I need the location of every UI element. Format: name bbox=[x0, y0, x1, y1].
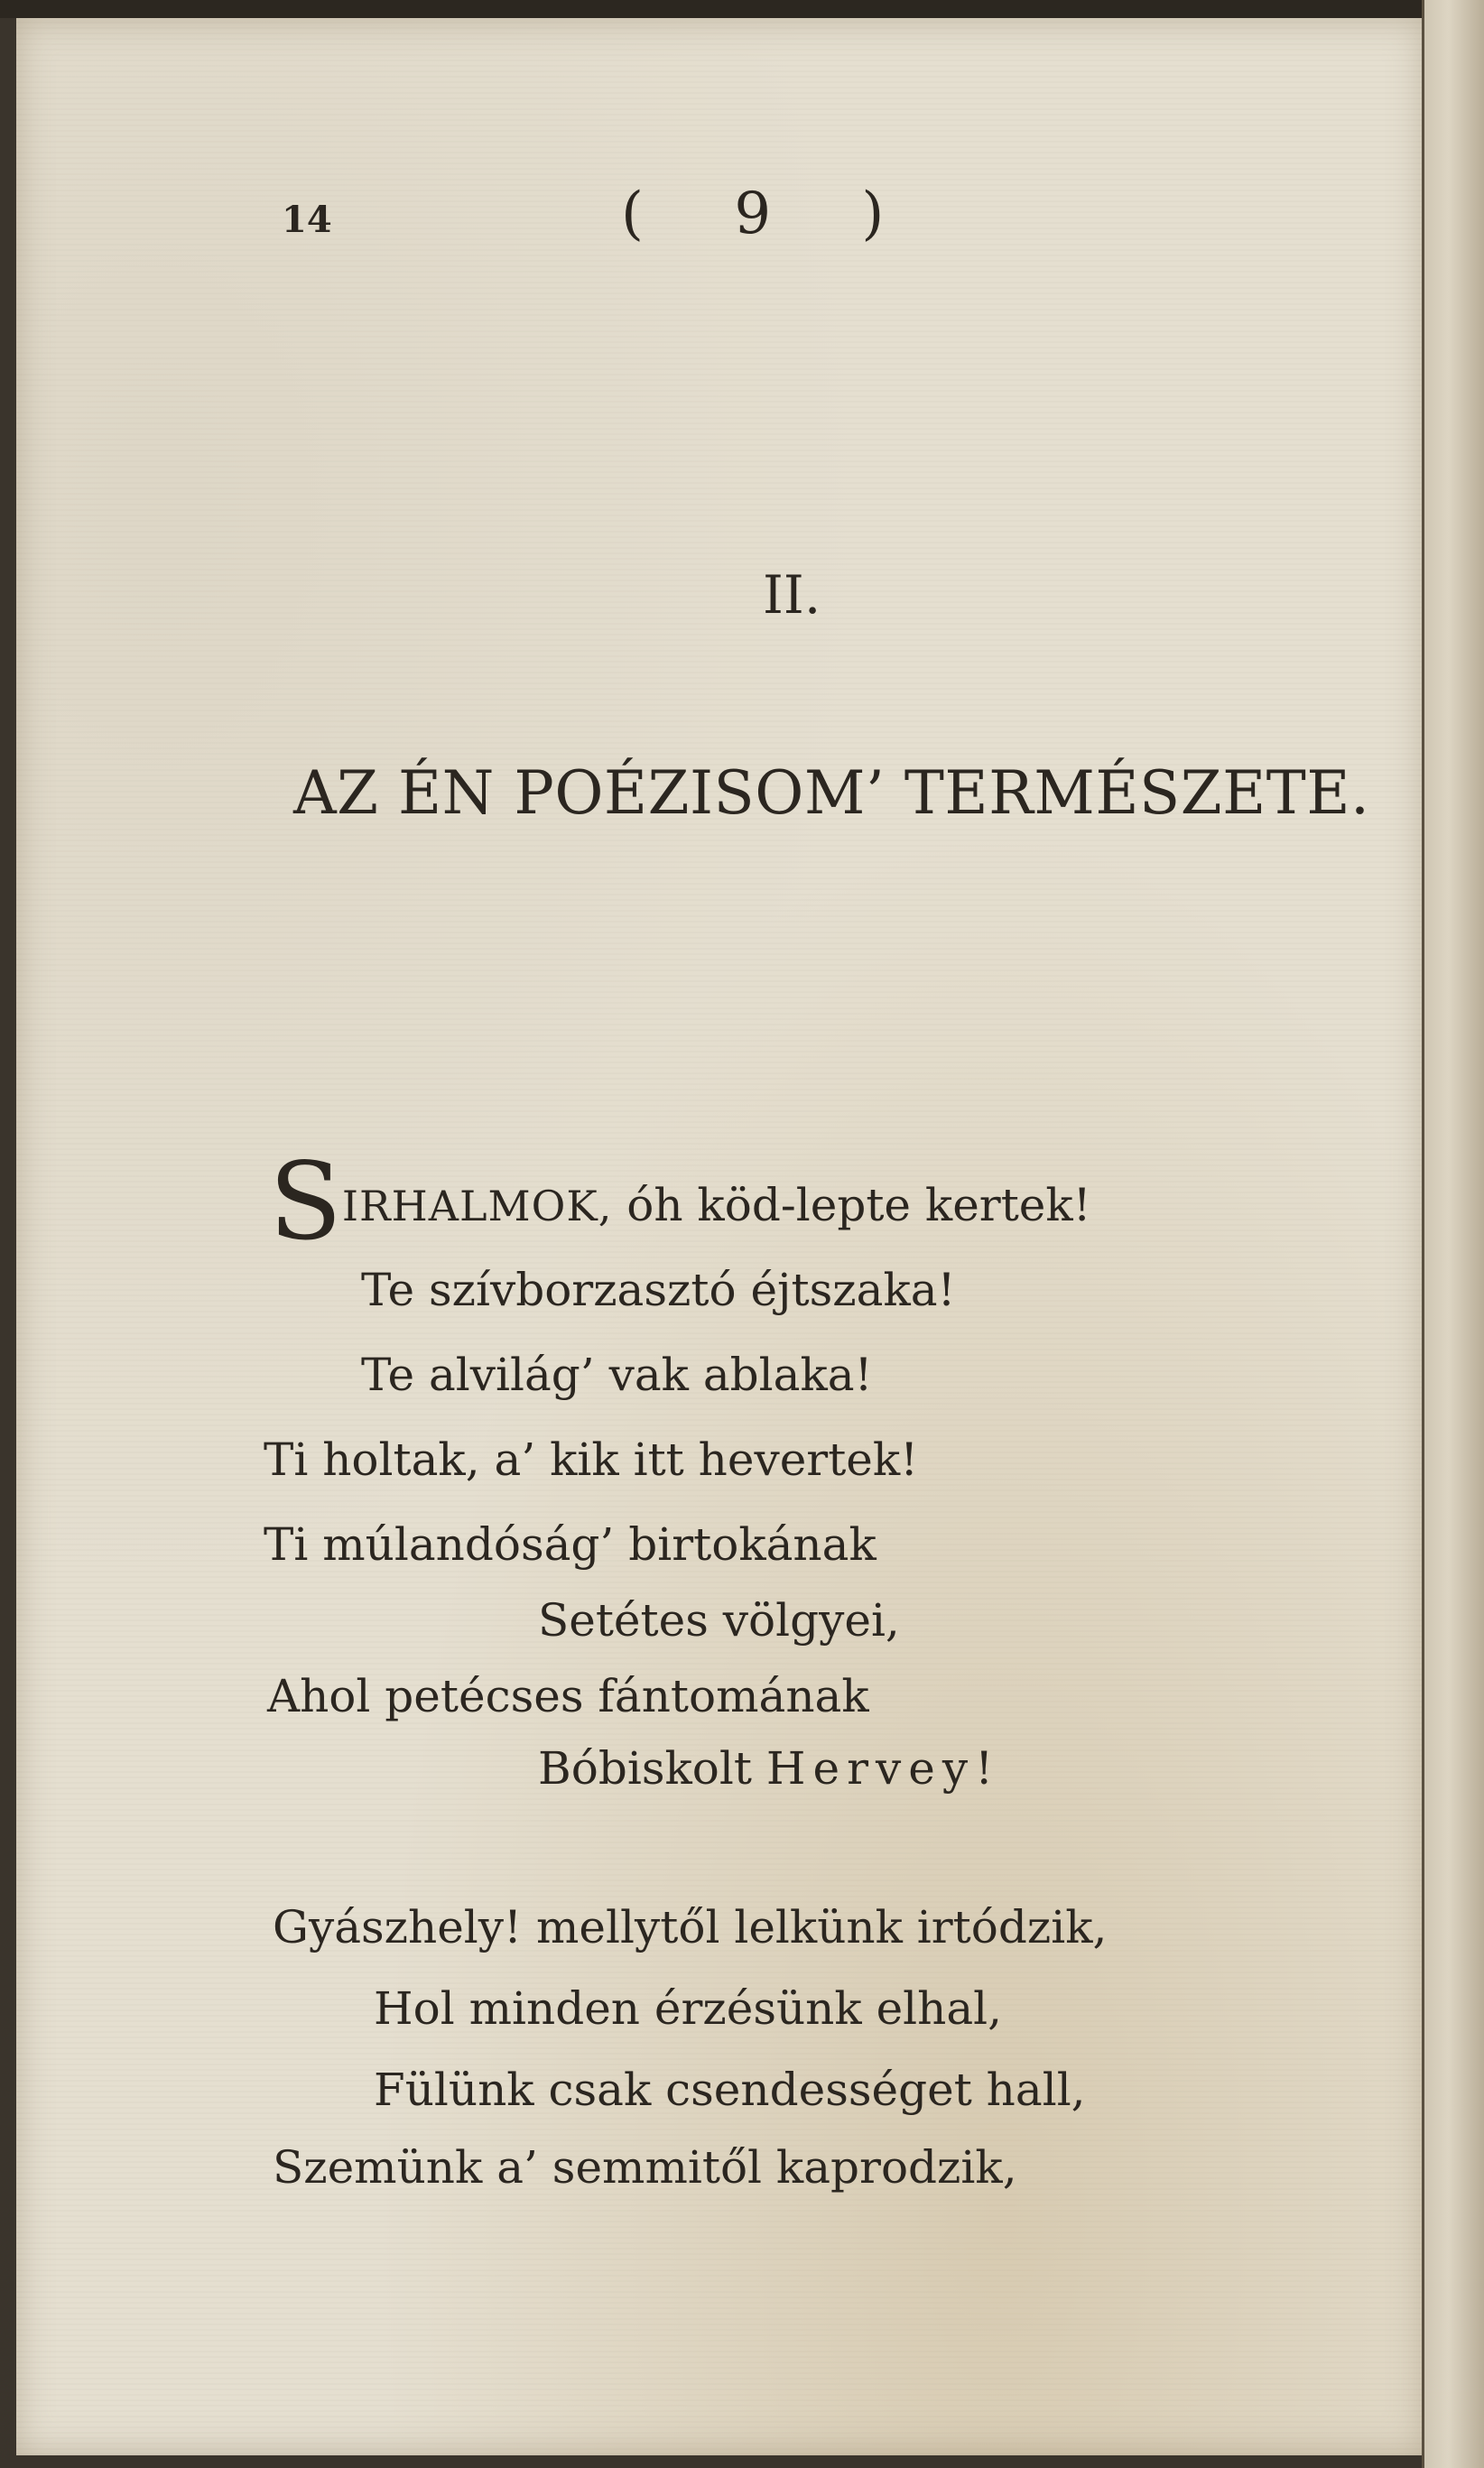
running-header: ( 9 ) bbox=[621, 181, 921, 247]
verse-line bbox=[538, 1742, 993, 1795]
verse-line: Szemünk a’ semmitől kaprodzik, bbox=[273, 2141, 1017, 2194]
section-number: II. bbox=[763, 564, 821, 626]
verse-line: Ti múlandóság’ birtokának bbox=[264, 1518, 876, 1571]
verse-line: Setétes völgyei, bbox=[538, 1594, 900, 1647]
verse-line: Ti holtak, a’ kik itt hevertek! bbox=[264, 1433, 919, 1486]
page-number: 14 bbox=[282, 199, 332, 241]
verse-line: Te alvilág’ vak ablaka! bbox=[361, 1349, 873, 1401]
verse-line: Gyászhely! mellytől lelkünk irtódzik, bbox=[273, 1901, 1108, 1953]
verse-line-caps: IRHALMOK, bbox=[341, 1182, 613, 1230]
poem-title: AZ ÉN POÉZISOM’ TERMÉSZETE. bbox=[293, 758, 1370, 828]
verse-line: Hol minden érzésünk elhal, bbox=[374, 1982, 1003, 2035]
verse-line: Ahol petécses fántomának bbox=[267, 1670, 869, 1722]
verse-line: Te szívborzasztó éjtszaka! bbox=[361, 1264, 956, 1316]
verse-text: ! bbox=[975, 1742, 994, 1795]
verse-line-rest: óh köd-lepte kertek! bbox=[612, 1179, 1091, 1231]
verse-line: Fülünk csak csendességet hall, bbox=[374, 2064, 1086, 2116]
next-page-edge bbox=[1424, 0, 1484, 2468]
verse-line bbox=[269, 1139, 1091, 1264]
drop-cap: S bbox=[269, 1139, 342, 1264]
verse-name-spaced: Hervey bbox=[765, 1742, 976, 1795]
verse-text: Bóbiskolt bbox=[538, 1742, 766, 1795]
scan-top-border bbox=[0, 0, 1484, 18]
